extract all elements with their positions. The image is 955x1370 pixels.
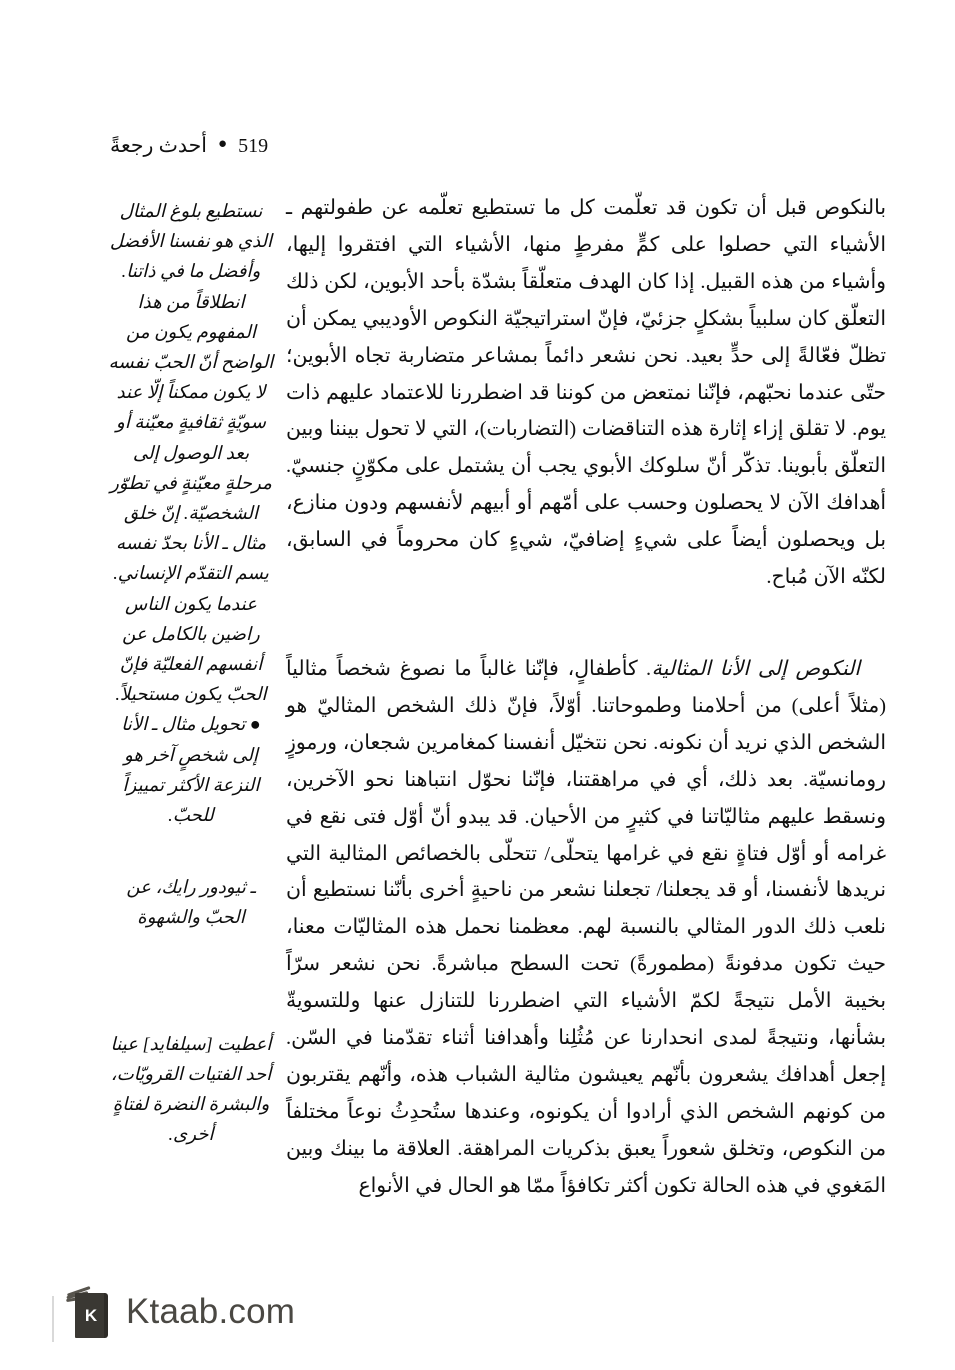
watermark-label: Ktaab.com <box>126 1291 296 1331</box>
chapter-title: أحدث رجعةً <box>110 135 208 157</box>
body-paragraph-1: بالنكوص قبل أن تكون قد تعلّمت كل ما تستطيع تعلّمه عن طفولتهم ـ الأشياء التي حصلوا على كمٍّ مفرطٍ منها، الأشياء التي افتقروا إليها، وأشياء من هذه القبيل. إذا كان الهدف متعلّقاً بشدّة بأحد الأبوين، لكن ذلك التعلّق كان سلبياً بشكلٍ جزئيّ، فإنّ استراتيجيّة النكوص الأوديبي يمكن أن تظلّ فعّالةً إلى حدٍّ بعيد. نحن نشعر دائماً بمشاعر متضاربة تجاه الأبوين؛ حتّى عندما نحبّهم، فإنّنا نمتعض من كوننا قد اضطررنا للاعتماد عليهم ذات يوم. لا تقلق إزاء إثارة هذه التناقضات (التضاربات)، التي لا تحول بيننا وبين التعلّق بأبوينا. تذكّر أنّ سلوكك الأبوي يجب أن يشتمل على مكوّنٍ جنسيّ. أهدافك الآن لا يحصلون وحسب على أمّهم أو أبيهم لأنفسهم ودون منازع، بل ويحصلون أيضاً على شيءٍ إضافيّ، شيءٍ كان محروماً في السابق، لكنّه الآن مُباح. <box>286 197 886 589</box>
sidebar-caption: أعطيت [سيلفايد] عينا أحد الفتيات القرويّات، والبشرة النضرة لفتاةٍ أخرى. <box>110 1033 272 1145</box>
paragraph-2-text: كأطفالٍ، فإنّنا غالباً ما نصوغ شخصاً مثالياً (مثلاً أعلى) من أحلامنا وطموحاتنا. أوّلاً، فإنّ ذلك الشخص المثاليّ هو الشخص الذي نريد أن نكونه. نحن نتخيّل أنفسنا كمغامرين شجعان، ورموزٍ رومانسيّة. بعد ذلك، أي في مراهقتنا، فإنّنا نحوّل انتباهنا نحو الآخرين، ونسقط عليهم مثاليّاتنا في كثيرٍ من الأحيان. قد يبدو أنّ أوّل فتى نقع في غرامه أو أوّل فتاةٍ نقع في غرامها يتحلّى/ تتحلّى بالخصائص المثالية التي نريدها لأنفسنا، أو قد يجعلنا/ تجعلنا نشعر من ناحيةٍ أخرى بأنّنا نستطيع أن نلعب ذلك الدور المثالي بالنسبة لهم. معظمنا نحمل هذه المثاليّات معنا، حيث تكون مدفونةً (مطمورةً) تحت السطح مباشرةً. نحن نشعر سرّاً بخيبة الأمل نتيجةً لكمّ الأشياء التي اضطررنا للتنازل عنها وللتسويةّ بشأنها، ونتيجةً لمدى انحدارنا عن مُثُلِنا وأهدافنا أثناء تقدّمنا في السّن. إجعل أهدافك يشعرون بأنّهم يعيشون مثالية الشباب هذه، وأنّهم يقتربون من كونهم الشخص الذي أرادوا أن يكونوه، وعندها ستُحدِثُ نوعاً مختلفاً من النكوص، وتخلق شعوراً يعبق بذكريات المراهقة. العلاقة ما بينك وبين المَغوي في هذه الحالة تكون أكثر تكافؤاً ممّا هو الحال في الأنواع <box>286 657 886 1197</box>
page-edge-mark <box>52 1296 54 1342</box>
paragraph-2-lead-in: النكوص إلى الأنا المثالية. <box>646 657 860 680</box>
ktaab-watermark <box>66 1283 295 1339</box>
body-text-column <box>286 190 886 1205</box>
book-monogram: K <box>84 1306 98 1325</box>
book-icon <box>66 1283 112 1339</box>
running-header <box>110 133 410 167</box>
page-number: 519 <box>238 135 269 157</box>
body-paragraph-2 <box>286 651 886 1205</box>
sidebar-pullquote: نستطيع بلوغ المثال الذي هو نفسنا الأفضل وأفضل ما في ذاتنا. انطلاقاً من هذا المفهوم يكون من الواضح أنّ الحبّ نفسه لا يكون ممكناً إلّا عند سويّةٍ ثقافيةٍ معيّنة أو بعد الوصول إلى مرحلةٍ معيّنةٍ في تطوّر الشخصيّة. إنّ خلق مثال ـ الأنا بحدّ نفسه يسم التقدّم الإنساني. عندما يكون الناس راضين بالكامل عن أنفسهم الفعليّة فإنّ الحبّ يكون مستحيلاً. ● تحويل مثال ـ الأنا إلى شخصٍ آخر هو النزعة الأكثر تمييزاً للحبّ. <box>108 201 274 826</box>
header-separator-dot: ● <box>218 136 228 152</box>
marginalia-sidebar <box>108 196 274 1149</box>
sidebar-attribution: ـ ثيودور رايك، عن الحبّ والشهوة <box>126 877 256 928</box>
